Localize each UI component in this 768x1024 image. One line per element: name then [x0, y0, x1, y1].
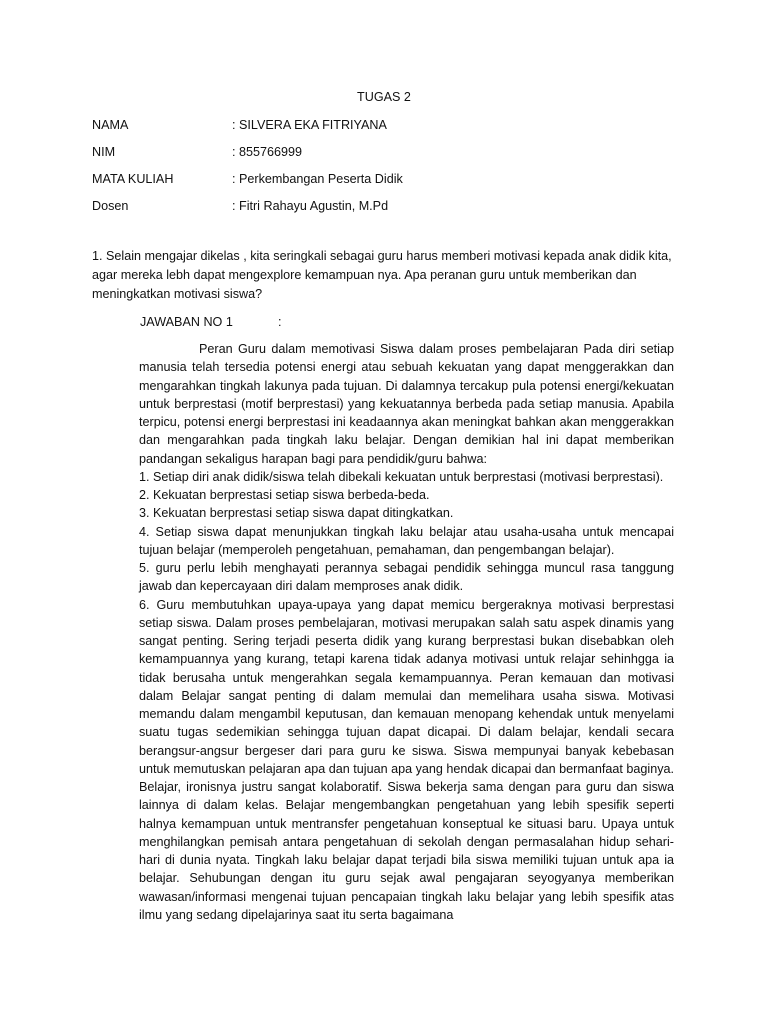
- answer-list-item: 1. Setiap diri anak didik/siswa telah dibekali kekuatan untuk berprestasi (motivasi berprestasi).: [139, 469, 664, 484]
- answer-list-item: 5. guru perlu lebih menghayati perannya sebagai pendidik sehingga muncul rasa tanggung jawab dan kepercayaan diri dalam memproses anak didik.: [139, 561, 674, 594]
- answer-heading: [140, 313, 282, 331]
- question-text: 1. Selain mengajar dikelas , kita seringkali sebagai guru harus memberi motivasi kepada anak didik kita, agar mereka lebh dapat mengexplore kemampuan nya. Apa peranan guru untuk memberikan dan meningkatkan motivasi siswa?: [92, 249, 672, 301]
- info-value: : SILVERA EKA FITRIYANA: [232, 118, 387, 132]
- answer-list-item: 3. Kekuatan berprestasi setiap siswa dapat ditingkatkan.: [139, 506, 454, 521]
- info-label: NAMA: [92, 118, 129, 132]
- document-title: TUGAS 2: [357, 90, 411, 104]
- answer-list-item: 2. Kekuatan berprestasi setiap siswa berbeda-beda.: [139, 488, 430, 502]
- answer-list-item: 6. Guru membutuhkan upaya-upaya yang dapat memicu bergeraknya motivasi berprestasi setiap siswa. Dalam proses pembelajaran, motivasi merupakan salah satu aspek dinamis yang sangat penting. Sering terjadi peserta didik yang kurang berprestasi bukan disebabkan oleh kemampuannya yang kurang, tetapi karena tidak adanya motivasi untuk relajar sehinhgga ia tidak berusaha untuk mengerahkan segala kemampuannya. Peran kemauan dan motivasi dalam Belajar sangat penting di dalam memulai dan memelihara usaha siswa. Motivasi memandu dalam mengambil keputusan, dan kemauan menopang kehendak untuk menyelami suatu tugas sedemikian sehingga tujuan dapat dicapai. Di dalam belajar, kendali secara berangsur-angsur bergeser dari para guru ke siswa. Siswa mempunyai banyak kebebasan untuk memutuskan pelajaran apa dan tujuan apa yang hendak dicapai dan bermanfaat baginya. Belajar, ironisnya justru sangat kolaboratif. Siswa bekerja sama dengan para guru dan siswa lainnya di dalam kelas. Belajar mengembangkan pengetahuan yang lebih spesifik seperti halnya kemampuan untuk mentransfer pengetahuan konseptual ke situasi baru. Upaya untuk menghilangkan pemisah antara pengetahuan di sekolah dengan permasalahan hidup sehari-hari di dunia nyata. Tingkah laku belajar dapat terjadi bila siswa memiliki tujuan untuk apa ia belajar. Sehubungan dengan itu guru sejak awal pengajaran seyogyanya memberikan wawasan/informasi mengenai tujuan pencapaian tingkah laku belajar yang lebih spesifik atas ilmu yang sedang dipelajarinya saat itu serta bagaimana: [139, 597, 674, 922]
- answer-colon: :: [278, 315, 282, 329]
- answer-list-item: 4. Setiap siswa dapat menunjukkan tingkah laku belajar atau usaha-usaha untuk mencapai tujuan belajar (memperoleh pengetahuan, pemahaman, dan pengembangan belajar).: [139, 524, 674, 557]
- answer-label: JAWABAN NO 1: [140, 315, 233, 329]
- info-value: : Fitri Rahayu Agustin, M.Pd: [232, 199, 389, 213]
- info-label: MATA KULIAH: [92, 172, 174, 186]
- info-value: : Perkembangan Peserta Didik: [232, 172, 403, 186]
- info-label: Dosen: [92, 199, 129, 213]
- answer-body: [139, 340, 674, 924]
- answer-paragraph: Peran Guru dalam memotivasi Siswa dalam proses pembelajaran Pada diri setiap manusia telah tersedia potensi energi atau sebuah kekuatan yang dapat menggerakkan dan mengarahkan tingkah lakunya pada tujuan. Di dalamnya tercakup pula potensi energi/kekuatan untuk berprestasi (motif berprestasi) yang kekuatannya berbeda pada setiap manusia. Apabila terpicu, potensi energi berprestasi ini keadaannya akan meningkat bahkan akan menggerakkan dan mengarahkan pada tingkah laku belajar. Dengan demikian hal ini dapat memberikan pandangan sekaligus harapan bagi para pendidik/guru bahwa:: [139, 342, 674, 466]
- info-label: NIM: [92, 145, 116, 159]
- info-value: : 855766999: [232, 145, 303, 159]
